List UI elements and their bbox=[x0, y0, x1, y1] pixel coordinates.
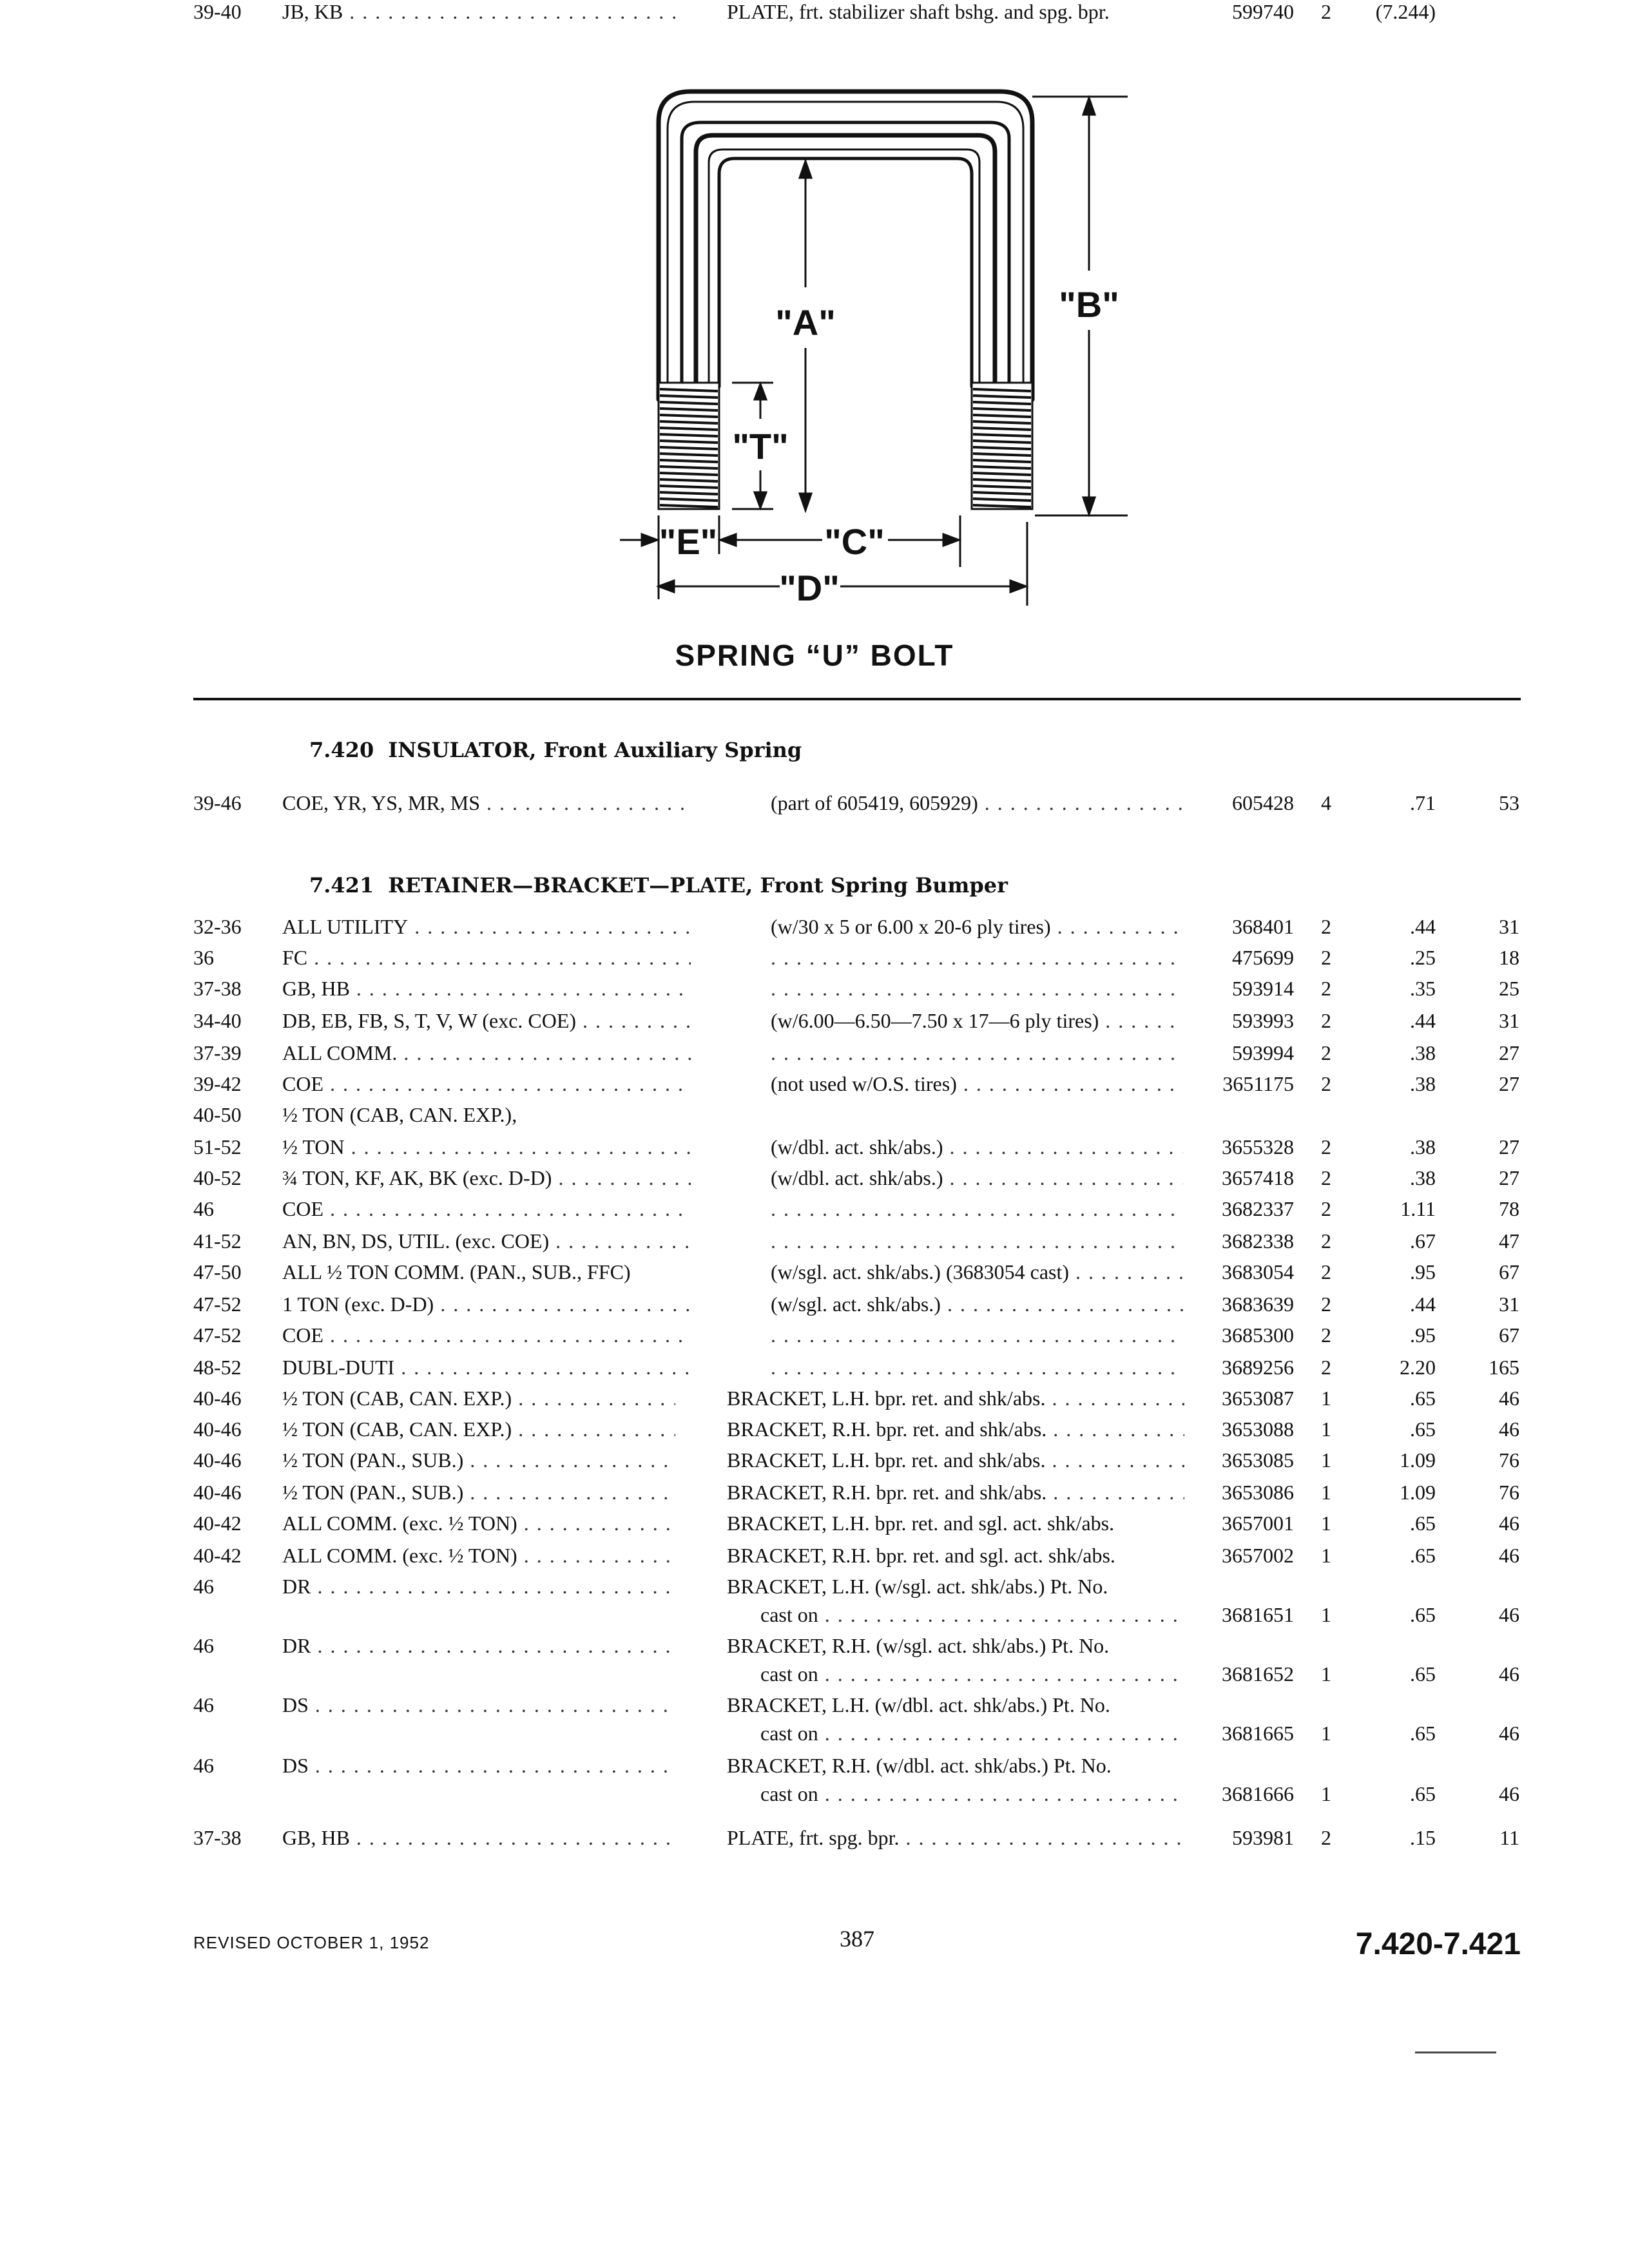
quantity: 1 bbox=[1321, 1387, 1331, 1410]
description-text: (w/sgl. act. shk/abs.) bbox=[771, 1293, 941, 1316]
quantity: 2 bbox=[1321, 1229, 1331, 1253]
models bbox=[282, 1356, 691, 1379]
table-row bbox=[0, 1512, 1629, 1542]
weight: 46 bbox=[1499, 1662, 1519, 1686]
quantity: 4 bbox=[1321, 791, 1331, 814]
description bbox=[727, 1387, 1184, 1410]
description-text: BRACKET, L.H. (w/sgl. act. shk/abs.) Pt. No. bbox=[727, 1575, 1108, 1598]
quantity: 1 bbox=[1321, 1603, 1331, 1626]
label-b: "B" bbox=[1059, 284, 1119, 325]
models-text: 1 TON (exc. D-D) bbox=[282, 1293, 434, 1316]
price: .25 bbox=[1410, 946, 1436, 969]
quantity: 1 bbox=[1321, 1512, 1331, 1535]
part-number: 3653088 bbox=[1222, 1418, 1294, 1441]
description bbox=[771, 791, 1183, 815]
part-number: 3655328 bbox=[1222, 1135, 1294, 1158]
price: .65 bbox=[1410, 1512, 1436, 1535]
quantity: 2 bbox=[1321, 1041, 1331, 1064]
description bbox=[727, 1575, 1184, 1599]
model-years: 39-40 bbox=[193, 0, 242, 23]
description bbox=[771, 1323, 1183, 1347]
models-text: COE bbox=[282, 1197, 323, 1220]
description-text: BRACKET, R.H. bpr. ret. and shk/abs. bbox=[727, 1418, 1047, 1441]
description-cont-text: cast on bbox=[760, 1662, 818, 1686]
description bbox=[771, 1072, 1183, 1096]
weight: 76 bbox=[1499, 1448, 1519, 1472]
price: .35 bbox=[1410, 977, 1436, 1000]
table-row bbox=[0, 1103, 1629, 1134]
weight: 46 bbox=[1499, 1418, 1519, 1441]
weight: 46 bbox=[1499, 1512, 1519, 1535]
quantity: 2 bbox=[1321, 1197, 1331, 1220]
description bbox=[727, 1544, 1184, 1568]
models-text: ALL ½ TON COMM. (PAN., SUB., FFC) bbox=[282, 1260, 631, 1283]
models bbox=[282, 1166, 691, 1190]
quantity: 1 bbox=[1321, 1782, 1331, 1805]
part-number: 605428 bbox=[1232, 791, 1294, 814]
price: .65 bbox=[1410, 1387, 1436, 1410]
weight: 27 bbox=[1499, 1135, 1519, 1158]
model-years: 37-38 bbox=[193, 1826, 242, 1849]
table-row bbox=[0, 977, 1629, 1008]
models bbox=[282, 977, 691, 1001]
models-text: ALL COMM. (exc. ½ TON) bbox=[282, 1544, 517, 1567]
price: .15 bbox=[1410, 1826, 1436, 1849]
model-years: 37-39 bbox=[193, 1041, 242, 1064]
description-text: PLATE, frt. stabilizer shaft bshg. and spg. bpr. bbox=[727, 0, 1110, 23]
description-text: BRACKET, L.H. (w/dbl. act. shk/abs.) Pt. No. bbox=[727, 1693, 1110, 1716]
models-text: ½ TON bbox=[282, 1135, 345, 1158]
model-years: 47-50 bbox=[193, 1260, 242, 1283]
models bbox=[282, 1197, 691, 1221]
price: .65 bbox=[1410, 1662, 1436, 1686]
models-text: ½ TON (CAB, CAN. EXP.) bbox=[282, 1387, 512, 1410]
model-years: 51-52 bbox=[193, 1135, 242, 1158]
table-row bbox=[0, 1009, 1629, 1040]
model-years: 40-46 bbox=[193, 1448, 242, 1472]
price: .95 bbox=[1410, 1323, 1436, 1347]
table-row bbox=[0, 1293, 1629, 1323]
part-number: 3681651 bbox=[1222, 1603, 1294, 1626]
description bbox=[771, 1009, 1183, 1033]
table-row bbox=[0, 1166, 1629, 1197]
part-number: 593914 bbox=[1232, 977, 1294, 1000]
price: .38 bbox=[1410, 1072, 1436, 1095]
model-years: 37-38 bbox=[193, 977, 242, 1000]
models bbox=[282, 1041, 691, 1065]
weight: 31 bbox=[1499, 915, 1519, 938]
part-number: 3657418 bbox=[1222, 1166, 1294, 1189]
part-number: 368401 bbox=[1232, 915, 1294, 938]
table-row bbox=[0, 1260, 1629, 1291]
part-number: 3683054 bbox=[1222, 1260, 1294, 1283]
price: .65 bbox=[1410, 1603, 1436, 1626]
table-row bbox=[0, 791, 1629, 822]
section-number: 7.421 bbox=[309, 873, 374, 898]
description-text: BRACKET, L.H. bpr. ret. and shk/abs. bbox=[727, 1448, 1046, 1472]
weight: 67 bbox=[1499, 1323, 1519, 1347]
models bbox=[282, 1481, 675, 1504]
section-divider bbox=[193, 698, 1521, 700]
weight: 67 bbox=[1499, 1260, 1519, 1283]
price: .38 bbox=[1410, 1135, 1436, 1158]
quantity: 2 bbox=[1321, 1323, 1331, 1347]
price: 1.09 bbox=[1400, 1481, 1436, 1504]
model-years: 32-36 bbox=[193, 915, 242, 938]
quantity: 2 bbox=[1321, 946, 1331, 969]
weight: 27 bbox=[1499, 1072, 1519, 1095]
part-number: 3651175 bbox=[1222, 1072, 1294, 1095]
description bbox=[727, 1418, 1184, 1441]
description-cont-text: cast on bbox=[760, 1722, 818, 1745]
part-number: 593993 bbox=[1232, 1009, 1294, 1032]
price: .38 bbox=[1410, 1166, 1436, 1189]
price: .65 bbox=[1410, 1544, 1436, 1567]
models-text: ALL COMM. bbox=[282, 1041, 398, 1064]
models-text: ¾ TON, KF, AK, BK (exc. D-D) bbox=[282, 1166, 552, 1189]
model-years: 48-52 bbox=[193, 1356, 242, 1379]
models bbox=[282, 1323, 691, 1347]
table-row bbox=[0, 1693, 1629, 1745]
models bbox=[282, 1009, 691, 1033]
label-t: "T" bbox=[732, 426, 789, 466]
model-years: 40-42 bbox=[193, 1544, 242, 1567]
quantity: 1 bbox=[1321, 1418, 1331, 1441]
table-row bbox=[0, 915, 1629, 946]
weight: 78 bbox=[1499, 1197, 1519, 1220]
description bbox=[771, 1356, 1183, 1379]
description-text: (w/dbl. act. shk/abs.) bbox=[771, 1166, 943, 1189]
description-text: (w/30 x 5 or 6.00 x 20-6 ply tires) bbox=[771, 915, 1051, 938]
section-code: 7.420-7.421 bbox=[1355, 1927, 1521, 1961]
models-text: COE bbox=[282, 1072, 323, 1095]
description-text: (not used w/O.S. tires) bbox=[771, 1072, 957, 1095]
quantity: 2 bbox=[1321, 977, 1331, 1000]
price: .65 bbox=[1410, 1722, 1436, 1745]
models-text: ½ TON (PAN., SUB.) bbox=[282, 1481, 464, 1504]
label-a: "A" bbox=[775, 302, 836, 343]
description bbox=[727, 1693, 1184, 1717]
description bbox=[771, 915, 1183, 939]
table-row bbox=[0, 1634, 1629, 1686]
model-years: 47-52 bbox=[193, 1293, 242, 1316]
model-years: 46 bbox=[193, 1634, 214, 1657]
price: .44 bbox=[1410, 1009, 1436, 1032]
description bbox=[771, 1135, 1183, 1159]
model-years: 40-46 bbox=[193, 1418, 242, 1441]
description-cont bbox=[760, 1662, 1186, 1686]
part-number: 3657001 bbox=[1222, 1512, 1294, 1535]
models-text: DS bbox=[282, 1693, 309, 1716]
quantity: 2 bbox=[1321, 1135, 1331, 1158]
price: 2.20 bbox=[1400, 1356, 1436, 1379]
quantity: 1 bbox=[1321, 1662, 1331, 1686]
quantity: 2 bbox=[1321, 1166, 1331, 1189]
part-number: 3689256 bbox=[1222, 1356, 1294, 1379]
weight: 31 bbox=[1499, 1009, 1519, 1032]
description bbox=[727, 1448, 1184, 1472]
models-text: ½ TON (CAB, CAN. EXP.), bbox=[282, 1103, 517, 1126]
quantity: 2 bbox=[1321, 1293, 1331, 1316]
weight: 11 bbox=[1499, 1826, 1519, 1849]
description bbox=[727, 1826, 1184, 1850]
label-c: "C" bbox=[824, 521, 885, 562]
price: .67 bbox=[1410, 1229, 1436, 1253]
models-text: ½ TON (CAB, CAN. EXP.) bbox=[282, 1418, 512, 1441]
models bbox=[282, 1418, 675, 1441]
table-row bbox=[0, 946, 1629, 977]
model-years: 40-46 bbox=[193, 1481, 242, 1504]
model-years: 36 bbox=[193, 946, 214, 969]
models bbox=[282, 946, 691, 970]
description bbox=[727, 1481, 1184, 1504]
description bbox=[727, 0, 1184, 24]
models-text: DR bbox=[282, 1634, 311, 1657]
description bbox=[727, 1512, 1184, 1535]
model-years: 39-42 bbox=[193, 1072, 242, 1095]
section-heading: RETAINER—BRACKET—PLATE, Front Spring Bumper bbox=[388, 873, 1008, 898]
model-years: 34-40 bbox=[193, 1009, 242, 1032]
weight: 46 bbox=[1499, 1387, 1519, 1410]
quantity: 2 bbox=[1321, 1009, 1331, 1032]
description-text: (w/dbl. act. shk/abs.) bbox=[771, 1135, 943, 1158]
description bbox=[771, 1293, 1183, 1316]
price: (7.244) bbox=[1375, 0, 1436, 23]
section-heading: INSULATOR, Front Auxiliary Spring bbox=[388, 738, 802, 762]
part-number: 475699 bbox=[1232, 946, 1294, 969]
description-cont bbox=[760, 1782, 1186, 1806]
price: .44 bbox=[1410, 1293, 1436, 1316]
weight: 25 bbox=[1499, 977, 1519, 1000]
models-text: COE bbox=[282, 1323, 323, 1347]
price: .65 bbox=[1410, 1418, 1436, 1441]
diagram-caption: SPRING “U” BOLT bbox=[675, 639, 954, 672]
description-text: BRACKET, R.H. bpr. ret. and sgl. act. shk/abs. bbox=[727, 1544, 1115, 1567]
part-number: 3657002 bbox=[1222, 1544, 1294, 1567]
models-text: DUBL-DUTI bbox=[282, 1356, 395, 1379]
description bbox=[771, 1197, 1183, 1221]
models bbox=[282, 1135, 691, 1159]
weight: 165 bbox=[1489, 1356, 1519, 1379]
model-years: 41-52 bbox=[193, 1229, 242, 1253]
price: .71 bbox=[1410, 791, 1436, 814]
part-number: 599740 bbox=[1232, 0, 1294, 23]
u-bolt-diagram bbox=[0, 0, 1629, 644]
table-row bbox=[0, 1041, 1629, 1072]
part-number: 593994 bbox=[1232, 1041, 1294, 1064]
models-text: ½ TON (PAN., SUB.) bbox=[282, 1448, 464, 1472]
models bbox=[282, 1693, 675, 1717]
models bbox=[282, 1575, 675, 1599]
weight: 18 bbox=[1499, 946, 1519, 969]
model-years: 47-52 bbox=[193, 1323, 242, 1347]
description-text: BRACKET, L.H. bpr. ret. and sgl. act. shk/abs. bbox=[727, 1512, 1115, 1535]
description-cont bbox=[760, 1603, 1186, 1627]
weight: 27 bbox=[1499, 1041, 1519, 1064]
description-cont-text: cast on bbox=[760, 1782, 818, 1805]
price: 1.09 bbox=[1400, 1448, 1436, 1472]
models bbox=[282, 915, 691, 939]
description-text: BRACKET, L.H. bpr. ret. and shk/abs. bbox=[727, 1387, 1046, 1410]
quantity: 1 bbox=[1321, 1722, 1331, 1745]
table-row bbox=[0, 1072, 1629, 1103]
weight: 46 bbox=[1499, 1722, 1519, 1745]
model-years: 46 bbox=[193, 1575, 214, 1598]
description-text: BRACKET, R.H. bpr. ret. and shk/abs. bbox=[727, 1481, 1047, 1504]
table-row bbox=[0, 1418, 1629, 1448]
models bbox=[282, 1634, 675, 1658]
models-text: AN, BN, DS, UTIL. (exc. COE) bbox=[282, 1229, 550, 1253]
model-years: 40-46 bbox=[193, 1387, 242, 1410]
model-years: 39-46 bbox=[193, 791, 242, 814]
description bbox=[771, 1041, 1183, 1065]
part-number: 3685300 bbox=[1222, 1323, 1294, 1347]
table-row bbox=[0, 1356, 1629, 1387]
models bbox=[282, 1826, 675, 1850]
label-d: "D" bbox=[779, 568, 840, 608]
model-years: 46 bbox=[193, 1693, 214, 1716]
quantity: 1 bbox=[1321, 1481, 1331, 1504]
quantity: 2 bbox=[1321, 1072, 1331, 1095]
price: .44 bbox=[1410, 915, 1436, 938]
table-row bbox=[0, 1323, 1629, 1354]
model-years: 40-42 bbox=[193, 1512, 242, 1535]
model-years: 40-52 bbox=[193, 1166, 242, 1189]
models-text: COE, YR, YS, MR, MS bbox=[282, 791, 481, 814]
weight: 46 bbox=[1499, 1544, 1519, 1567]
part-number: 593981 bbox=[1232, 1826, 1294, 1849]
table-row bbox=[0, 1481, 1629, 1512]
model-years: 46 bbox=[193, 1197, 214, 1220]
table-row bbox=[0, 1575, 1629, 1626]
models bbox=[282, 1387, 675, 1410]
models-text: ALL UTILITY bbox=[282, 915, 409, 938]
description-text: (w/6.00—6.50—7.50 x 17—6 ply tires) bbox=[771, 1009, 1099, 1032]
models-text: GB, HB bbox=[282, 977, 350, 1000]
price: .95 bbox=[1410, 1260, 1436, 1283]
models-text: GB, HB bbox=[282, 1826, 350, 1849]
price: .65 bbox=[1410, 1782, 1436, 1805]
models-text: DS bbox=[282, 1754, 309, 1777]
models-text: JB, KB bbox=[282, 0, 343, 23]
part-number: 3681652 bbox=[1222, 1662, 1294, 1686]
description bbox=[771, 977, 1183, 1001]
models bbox=[282, 1260, 691, 1284]
table-row bbox=[0, 1387, 1629, 1418]
models bbox=[282, 1293, 691, 1316]
quantity: 2 bbox=[1321, 0, 1331, 23]
quantity: 2 bbox=[1321, 1260, 1331, 1283]
models bbox=[282, 1229, 691, 1253]
quantity: 1 bbox=[1321, 1448, 1331, 1472]
weight: 46 bbox=[1499, 1782, 1519, 1805]
description bbox=[727, 1754, 1184, 1778]
weight: 53 bbox=[1499, 791, 1519, 814]
quantity: 2 bbox=[1321, 1356, 1331, 1379]
section-title bbox=[309, 873, 1008, 898]
models-text: DB, EB, FB, S, T, V, W (exc. COE) bbox=[282, 1009, 577, 1032]
models-text: FC bbox=[282, 946, 308, 969]
section-title bbox=[309, 738, 802, 762]
table-row bbox=[0, 1135, 1629, 1166]
quantity: 2 bbox=[1321, 1826, 1331, 1849]
models bbox=[282, 0, 675, 24]
weight: 27 bbox=[1499, 1166, 1519, 1189]
price: 1.11 bbox=[1400, 1197, 1436, 1220]
models bbox=[282, 1754, 675, 1778]
model-years: 46 bbox=[193, 1754, 214, 1777]
description-text: BRACKET, R.H. (w/sgl. act. shk/abs.) Pt. No. bbox=[727, 1634, 1110, 1657]
part-number: 3653085 bbox=[1222, 1448, 1294, 1472]
table-row bbox=[0, 1544, 1629, 1575]
description-text: (part of 605419, 605929) bbox=[771, 791, 978, 814]
weight: 76 bbox=[1499, 1481, 1519, 1504]
table-row bbox=[0, 0, 1629, 31]
quantity: 2 bbox=[1321, 915, 1331, 938]
description bbox=[771, 1229, 1183, 1253]
part-number: 3653086 bbox=[1222, 1481, 1294, 1504]
table-row bbox=[0, 1197, 1629, 1228]
models bbox=[282, 1544, 675, 1568]
description bbox=[771, 1166, 1183, 1190]
models bbox=[282, 1103, 691, 1127]
models-text: DR bbox=[282, 1575, 311, 1598]
part-number: 3682338 bbox=[1222, 1229, 1294, 1253]
description-text: (w/sgl. act. shk/abs.) (3683054 cast) bbox=[771, 1260, 1070, 1283]
quantity: 1 bbox=[1321, 1544, 1331, 1567]
table-row bbox=[0, 1754, 1629, 1805]
footer-mark bbox=[1415, 2052, 1496, 2053]
description bbox=[771, 1260, 1183, 1284]
table-row bbox=[0, 1229, 1629, 1260]
part-number: 3681666 bbox=[1222, 1782, 1294, 1805]
models bbox=[282, 1448, 675, 1472]
models-text: ALL COMM. (exc. ½ TON) bbox=[282, 1512, 517, 1535]
description bbox=[727, 1634, 1184, 1658]
description bbox=[771, 946, 1183, 970]
label-e: "E" bbox=[659, 521, 718, 562]
models bbox=[282, 791, 691, 815]
models bbox=[282, 1512, 675, 1535]
revision-date: REVISED OCTOBER 1, 1952 bbox=[193, 1933, 430, 1952]
weight: 47 bbox=[1499, 1229, 1519, 1253]
part-number: 3681665 bbox=[1222, 1722, 1294, 1745]
section-number: 7.420 bbox=[309, 738, 374, 762]
price: .38 bbox=[1410, 1041, 1436, 1064]
description-cont-text: cast on bbox=[760, 1603, 818, 1626]
part-number: 3682337 bbox=[1222, 1197, 1294, 1220]
part-number: 3683639 bbox=[1222, 1293, 1294, 1316]
table-row bbox=[0, 1826, 1629, 1857]
description-text: BRACKET, R.H. (w/dbl. act. shk/abs.) Pt. No. bbox=[727, 1754, 1112, 1777]
weight: 46 bbox=[1499, 1603, 1519, 1626]
model-years: 40-50 bbox=[193, 1103, 242, 1126]
models bbox=[282, 1072, 691, 1096]
description-text: PLATE, frt. spg. bpr. bbox=[727, 1826, 900, 1849]
table-row bbox=[0, 1448, 1629, 1479]
page-number: 387 bbox=[840, 1926, 874, 1952]
weight: 31 bbox=[1499, 1293, 1519, 1316]
description-cont bbox=[760, 1722, 1186, 1745]
part-number: 3653087 bbox=[1222, 1387, 1294, 1410]
